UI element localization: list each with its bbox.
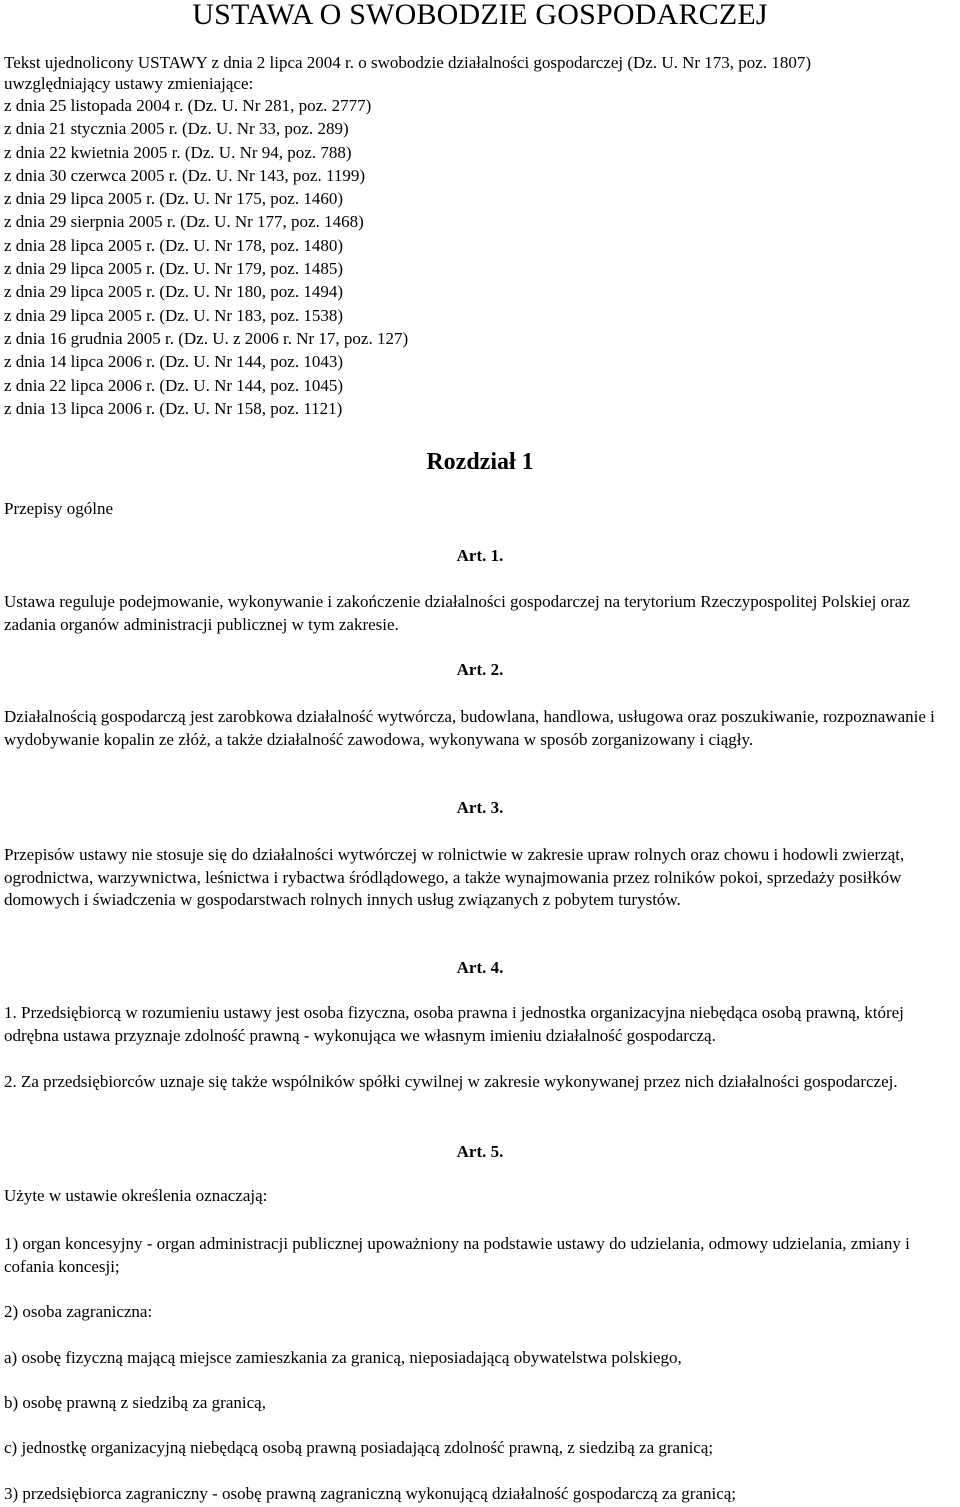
article-heading: Art. 4. — [456, 958, 504, 977]
article-heading: Art. 5. — [456, 1142, 504, 1161]
article-heading: Art. 1. — [456, 546, 504, 565]
amendment-item: z dnia 21 stycznia 2005 r. (Dz. U. Nr 33, poz. 289) — [4, 119, 349, 139]
article-paragraph: 2. Za przedsiębiorców uznaje się także wspólników spółki cywilnej w zakresie wykonywanej przez nich działalności gospodarczej. — [4, 1072, 898, 1091]
amendment-item: z dnia 28 lipca 2005 r. (Dz. U. Nr 178, poz. 1480) — [4, 235, 343, 255]
definition-subitem: b) osobę prawną z siedzibą za granicą, — [4, 1393, 266, 1412]
document-title: USTAWA O SWOBODZIE GOSPODARCZEJ — [192, 0, 768, 31]
article-text: Ustawa reguluje podejmowanie, wykonywanie i zakończenie działalności gospodarczej na terytorium Rzeczypospolitej Polskiej oraz zadania organów administracji publicznej w tym zakresie. — [4, 592, 910, 634]
intro-line: Tekst ujednolicony USTAWY z dnia 2 lipca 2004 r. o swobodzie działalności gospodarczej (Dz. U. Nr 173, poz. 1807) — [4, 53, 812, 72]
amendment-item: z dnia 29 lipca 2005 r. (Dz. U. Nr 179, poz. 1485) — [4, 259, 343, 279]
definition-subitem: c) jednostkę organizacyjną niebędącą osobą prawną posiadającą zdolność prawną, z siedzibą za granicą; — [4, 1438, 714, 1457]
amendment-item: z dnia 29 sierpnia 2005 r. (Dz. U. Nr 177, poz. 1468) — [4, 212, 364, 232]
amendment-item: z dnia 30 czerwca 2005 r. (Dz. U. Nr 143, poz. 1199) — [4, 165, 365, 185]
amendments-list — [4, 94, 604, 420]
article-text: Działalnością gospodarczą jest zarobkowa działalność wytwórcza, budowlana, handlowa, usługowa oraz poszukiwanie, rozpoznawanie i wydobywanie kopalin ze złóż, a także działalność zawodowa, wykonywana w sposób zorganizowany i ciągły. — [4, 707, 935, 749]
amendment-item: z dnia 14 lipca 2006 r. (Dz. U. Nr 144, poz. 1043) — [4, 352, 343, 372]
article-text: Użyte w ustawie określenia oznaczają: — [4, 1186, 268, 1205]
amendment-item: z dnia 29 lipca 2005 r. (Dz. U. Nr 175, poz. 1460) — [4, 189, 343, 209]
intro-block — [4, 52, 956, 94]
article-text: Przepisów ustawy nie stosuje się do działalności wytwórczej w rolnictwie w zakresie upraw rolnych oraz chowu i hodowli zwierząt, ogrodnictwa, warzywnictwa, leśnictwa i rybactwa śródlądowego, a także wynajmowania przez rolników pokoi, sprzedaży posiłków domowych i świadczenia w gospodarstwach rolnych innych usług związanych z pobytem turystów. — [4, 845, 905, 909]
definition-subitem: a) osobę fizyczną mającą miejsce zamieszkania za granicą, nieposiadającą obywatelstwa polskiego, — [4, 1348, 682, 1367]
amendment-item: z dnia 25 listopada 2004 r. (Dz. U. Nr 281, poz. 2777) — [4, 96, 372, 115]
amendment-item: z dnia 22 kwietnia 2005 r. (Dz. U. Nr 94, poz. 788) — [4, 142, 352, 162]
amendment-item: z dnia 13 lipca 2006 r. (Dz. U. Nr 158, poz. 1121) — [4, 398, 343, 418]
article-heading: Art. 3. — [456, 798, 504, 817]
amendment-item: z dnia 29 lipca 2005 r. (Dz. U. Nr 183, poz. 1538) — [4, 305, 343, 325]
definition-item: 3) przedsiębiorca zagraniczny - osobę prawną zagraniczną wykonującą działalność gospodarczą za granicą; — [4, 1484, 737, 1503]
amendment-item: z dnia 22 lipca 2006 r. (Dz. U. Nr 144, poz. 1045) — [4, 375, 343, 395]
chapter-subtitle: Przepisy ogólne — [4, 499, 114, 518]
amendment-item: z dnia 29 lipca 2005 r. (Dz. U. Nr 180, poz. 1494) — [4, 282, 343, 302]
intro-line: uwzględniający ustawy zmieniające: — [4, 74, 254, 93]
article-heading: Art. 2. — [456, 660, 504, 679]
definition-item: 1) organ koncesyjny - organ administracji publicznej upoważniony na podstawie ustawy do udzielania, odmowy udzielania, zmiany i cofania koncesji; — [4, 1234, 910, 1276]
definition-item: 2) osoba zagraniczna: — [4, 1302, 153, 1321]
article-paragraph: 1. Przedsiębiorcą w rozumieniu ustawy jest osoba fizyczna, osoba prawna i jednostka organizacyjna niebędąca osobą prawną, której odrębna ustawa przyznaje zdolność prawną - wykonująca we własnym imieniu działalność gospodarczą. — [4, 1003, 904, 1045]
amendment-item: z dnia 16 grudnia 2005 r. (Dz. U. z 2006 r. Nr 17, poz. 127) — [4, 328, 409, 348]
chapter-heading: Rozdział 1 — [426, 449, 534, 475]
